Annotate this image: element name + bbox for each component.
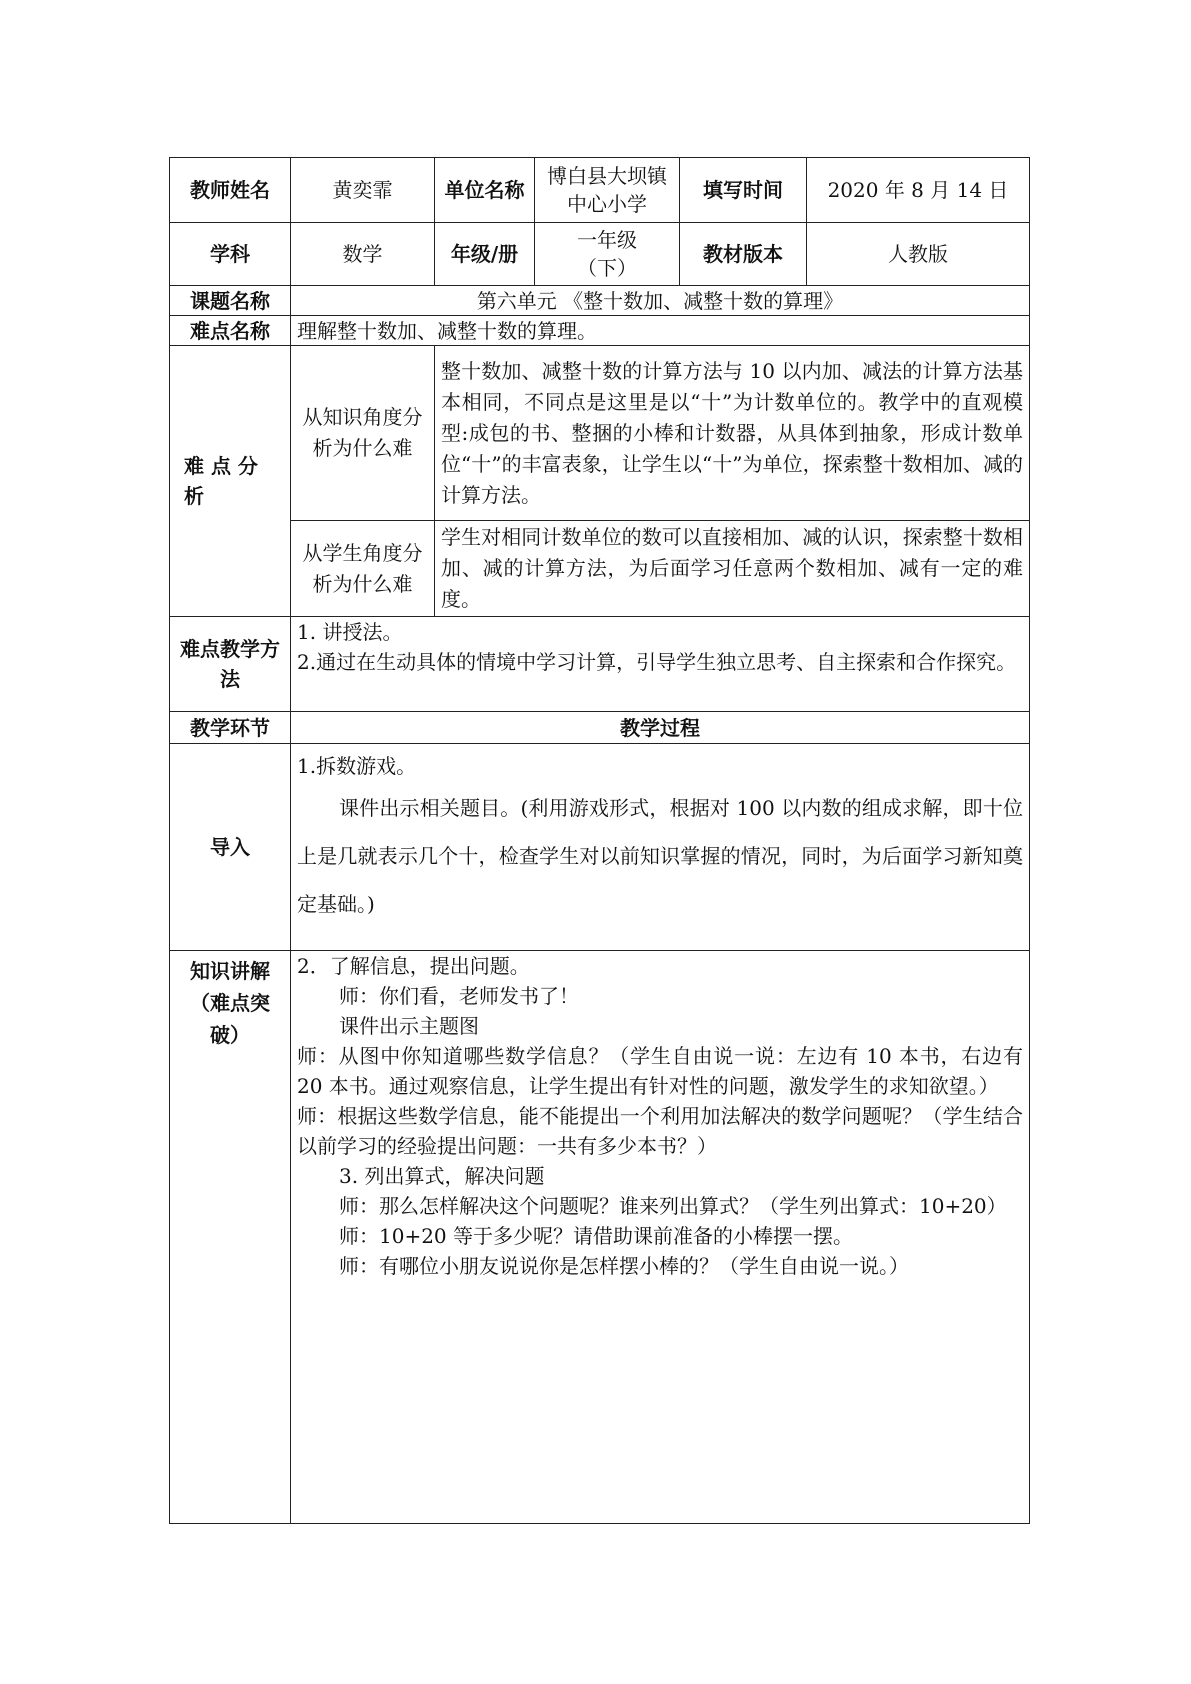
- analysis-label: 难 点 分 析: [170, 346, 291, 617]
- knowledge-p8: 师：10+20 等于多少呢？请借助课前准备的小棒摆一摆。: [339, 1224, 854, 1248]
- teacher-value: 黄奕霏: [291, 158, 435, 223]
- method-content: [291, 617, 1030, 712]
- knowledge-p2: 师：你们看，老师发书了！: [339, 984, 579, 1008]
- process-detail-header: 教学过程: [291, 712, 1030, 744]
- knowledge-p1: 2．了解信息，提出问题。: [297, 954, 530, 978]
- row-intro: [170, 744, 1030, 951]
- knowledge-angle-label: 从知识角度分析为什么难: [291, 346, 435, 521]
- teacher-label: 教师姓名: [170, 158, 291, 223]
- edition-value: 人教版: [807, 223, 1030, 286]
- method-label: 难点教学方法: [170, 617, 291, 712]
- intro-line-2: 课件出示相关题目。(利用游戏形式，根据对 100 以内数的组成求解，即十位上是几就表示几个十，检查学生对以前知识掌握的情况，同时，为后面学习新知奠定基础。): [297, 796, 1023, 916]
- unit-value: 博白县大坝镇中心小学: [535, 158, 680, 223]
- intro-content: [291, 744, 1030, 951]
- knowledge-label: 知识讲解（难点突破）: [170, 951, 291, 1524]
- knowledge-angle-text: 整十数加、减整十数的计算方法与 10 以内加、减法的计算方法基本相同，不同点是这里是以“十”为计数单位的。教学中的直观模型:成包的书、整捆的小棒和计数器，从具体到抽象，形成计数单位“十”的丰富表象，让学生以“十”为单位，探索整十数相加、减的计算方法。: [435, 346, 1030, 521]
- time-label: 填写时间: [680, 158, 807, 223]
- student-angle-text: 学生对相同计数单位的数可以直接相加、减的认识，探索整十数相加、减的计算方法，为后面学习任意两个数相加、减有一定的难度。: [435, 521, 1030, 617]
- knowledge-p6: 3. 列出算式，解决问题: [339, 1164, 545, 1188]
- lesson-plan-table: [169, 157, 1030, 1524]
- time-value: 2020 年 8 月 14 日: [807, 158, 1030, 223]
- knowledge-p5: 师：根据这些数学信息，能不能提出一个利用加法解决的数学问题呢？（学生结合以前学习的经验提出问题：一共有多少本书？）: [297, 1104, 1023, 1158]
- knowledge-p3: 课件出示主题图: [339, 1014, 479, 1038]
- intro-line-1: 1.拆数游戏。: [297, 754, 417, 778]
- student-angle-label: 从学生角度分析为什么难: [291, 521, 435, 617]
- row-difficulty: [170, 316, 1030, 346]
- topic-value: 第六单元 《整十数加、减整十数的算理》: [291, 286, 1030, 316]
- method-line-1: 1. 讲授法。: [297, 620, 403, 644]
- grade-value: [535, 223, 680, 286]
- row-method: [170, 617, 1030, 712]
- grade-value-line1: 一年级: [577, 228, 637, 252]
- knowledge-p4: 师：从图中你知道哪些数学信息？（学生自由说一说：左边有 10 本书，右边有 20 本书。通过观察信息，让学生提出有针对性的问题，激发学生的求知欲望。）: [297, 1044, 1023, 1098]
- method-line-2: 2.通过在生动具体的情境中学习计算，引导学生独立思考、自主探索和合作探究。: [297, 650, 1017, 674]
- difficulty-value: 理解整十数加、减整十数的算理。: [291, 316, 1030, 346]
- grade-value-line2: （下）: [577, 256, 637, 280]
- grade-label: 年级/册: [435, 223, 535, 286]
- row-process-header: [170, 712, 1030, 744]
- knowledge-content: [291, 951, 1030, 1524]
- knowledge-p7: 师：那么怎样解决这个问题呢？谁来列出算式？（学生列出算式：10+20）: [339, 1194, 1007, 1218]
- subject-label: 学科: [170, 223, 291, 286]
- row-knowledge: [170, 951, 1030, 1524]
- row-teacher-info: [170, 158, 1030, 223]
- unit-label: 单位名称: [435, 158, 535, 223]
- row-analysis-student: [170, 521, 1030, 617]
- subject-value: 数学: [291, 223, 435, 286]
- row-subject-info: [170, 223, 1030, 286]
- knowledge-p9: 师：有哪位小朋友说说你是怎样摆小棒的？（学生自由说一说。）: [339, 1254, 909, 1278]
- process-stage-header: 教学环节: [170, 712, 291, 744]
- row-topic: [170, 286, 1030, 316]
- intro-label: 导入: [170, 744, 291, 951]
- edition-label: 教材版本: [680, 223, 807, 286]
- topic-label: 课题名称: [170, 286, 291, 316]
- difficulty-label: 难点名称: [170, 316, 291, 346]
- row-analysis-knowledge: [170, 346, 1030, 521]
